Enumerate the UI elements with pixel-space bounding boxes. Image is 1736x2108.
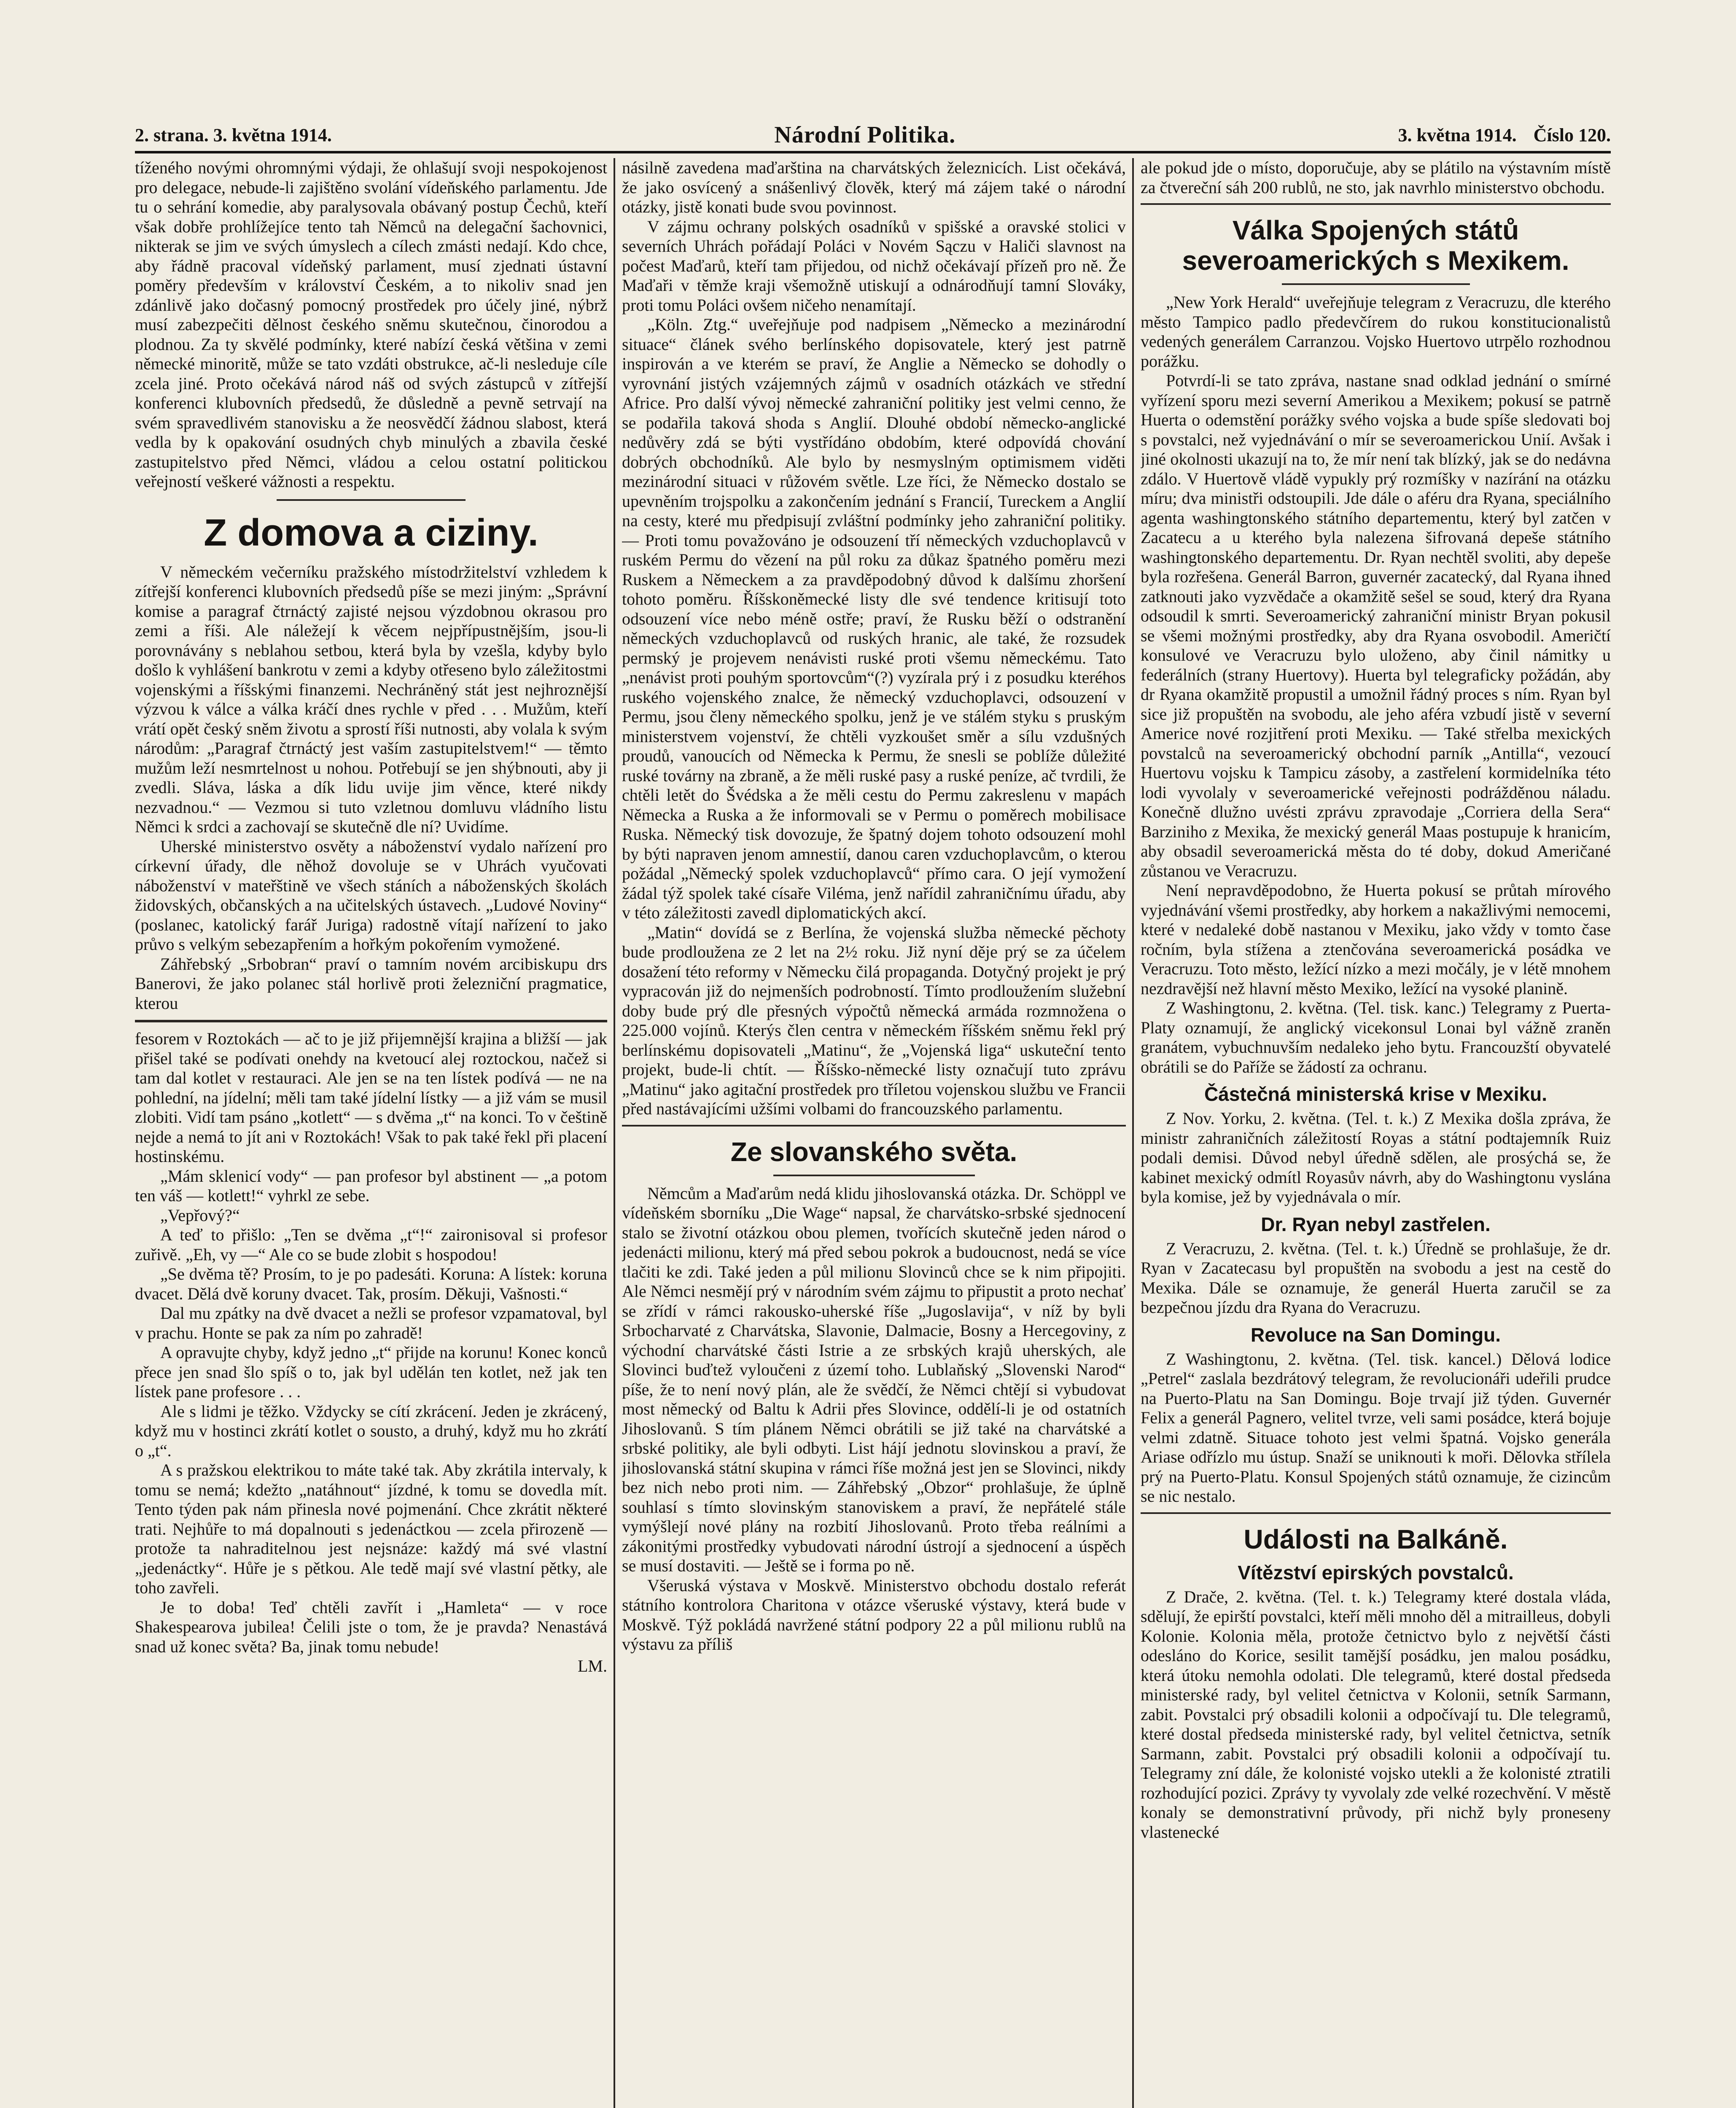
- feuilleton-paragraph: „Vepřový?“: [160, 1205, 240, 1225]
- article-paragraph: „Matin“ dovídá se z Berlína, že vojenská služba německé pěchoty bude prodloužena ze 2 let na 2½ roku. Již nyní děje prý se za účelem dosažení této reformy v Německu čilá propaganda. Dotyčný projekt je prý vypracován již do nejmenších podrobností. Tímto prodloužením služební doby bude prý dle přesných výpočtů německá armáda rozmnožena o 225.000 vojínů. Kterýs člen centra v německém říšském sněmu řekl prý berlínskému dopisovateli „Matinu“, že „Vojenská liga“ uskuteční tento projekt, bude-li chtít. — Říšsko-německé listy označují tuto zprávu „Matinu“ jako agitační prostředek pro tříletou vojenskou službu ve Francii před nastávajícími užšími volbami do francouzského parlamentu.: [622, 922, 1126, 1118]
- article-paragraph: Uherské ministerstvo osvěty a náboženství vydalo nařízení pro církevní úřady, dle něhož dovoluje se v Uhrách vyučovati náboženství v mateřštině ve všech stáních a náboženských školách židovských, občanských a na učitelských ústavech. „Ludové Noviny“ (poslanec, katolický farář Juriga) radostně vítají nařízení to jako průvo s velkým sebezapřením a hořkým pokořením vymožené.: [135, 836, 607, 954]
- article-paragraph: Všeruská výstava v Moskvě. Ministerstvo obchodu dostalo referát státního kontrolora Charitona v otázce všeruské výstavy, která bude v Moskvě. Týž pokládá navržené státní podpory 22 a půl milionu rublů na výstavu za příliš: [622, 1576, 1126, 1654]
- feuilleton-paragraph: „Mám sklenicí vody“ — pan profesor byl abstinent — „a potom ten váš — kotlett!“ vyhrkl ze sebe.: [135, 1166, 607, 1205]
- article-paragraph: násilně zavedena maďarština na charvátských železnicích. List očekává, že jako osvícený a snášenlivý člověk, který má zájem také o národní otázky, jistě konati bude svou povinnost.: [622, 158, 1126, 216]
- article-paragraph: V německém večerníku pražského místodržitelství vzhledem k zítřejší konferenci klubovních předsedů píše se mezi jiným: „Správní komise a paragraf čtrnáctý zajisté nejsou výzdobnou okrasou pro zemi a říši. Ale náležejí k věcem nejpřípustnějším, jsou-li porovnávány s neblahou setbou, která byla by vzešla, kdyby bylo došlo k vyhlášení bankrotu v zemi a kdyby otřeseno bylo záležitostmi vojenskými a říšskými finanzemi. Nechráněný stát jest nejhroznější výzvou k válce a válka kráčí dnes rychle v před . . . Mužům, kteří vrátí opět český sněm životu a sprostí říši nutnosti, aby volala k svým národům: „Paragraf čtrnáctý jest vaším zastupitelstvem!“ — těmto mužům leží nesmrtelnost u nohou. Potřebují se jen shýbnouti, aby ji zvedli. Sláva, láska a dík lidu uvije jim věnce, které nikdy nezvadnou.“ — Vezmou si tuto vzletnou domluvu vládního listu Němci k srdci a zachovají se skutečně dle ní? Uvidíme.: [135, 562, 607, 836]
- feuilleton-divider: [135, 1020, 607, 1022]
- subheading: Dr. Ryan nebyl zastřelen.: [1261, 1213, 1491, 1235]
- article-paragraph: Není nepravděpodobno, že Huerta pokusí se průtah mírového vyjednávání všemi prostředky, aby horkem a nakažlivými nemocemi, které v nedaleké době nastanou v Mexiku, jako vždy v tomto čase ročním, byla stížena a ztenčována severoamerická posádka ve Veracruzu. Toto město, ležící nízko a mezi močály, je v létě mnohem nezdravější než hlavní město Mexiko, ležící na vysoké planině.: [1141, 881, 1611, 998]
- column-divider: [614, 158, 615, 2108]
- article-paragraph: Němcům a Maďarům nedá klidu jihoslovanská otázka. Dr. Schöppl ve vídeňském sborníku „Die Wage“ napsal, že charvátsko-srbské sjednocení stalo se životní otázkou obou plemen, tvořících skutečně jeden národ o jedenácti milionu, který má před sebou pokrok a budoucnost, nedá se více tlačiti ke zdi. Také jeden a půl milionu Slovinců chce se k nim připojiti. Ale Němci nesmějí prý v národním svém zájmu to připustit a proto nechať se zřídí v rámci rakousko-uherské říše „Jugoslavija“, v níž by byli Srbocharvaté z Charvátska, Slavonie, Dalmacie, Bosny a Hercegoviny, z východní charvátské části Istrie a ze srbských krajů uherských, ale Slovinci buďtež vyloučeni z území toho. Lublaňský „Slovenski Narod“ píše, že to není nový plán, ale že svědčí, že Němci chtějí si vybudovat most německý od Baltu k Adrii přes Slovince, oddělí-li je od ostatních Jihoslovanů. S tím plánem Němci obrátili se již také na charvátské a srbské politiky, ale byli odbyti. List hájí jednotu slovinskou a praví, že jihoslovanská státní skupina v rámci říše možná jest jen se Slovinci, nikdy bez nich nebo proti nim. — Záhřebský „Obzor“ prohlašuje, že úplně souhlasí s tímto slovinským stanoviskem a praví, že nepřátelé stále vymýšlejí nové plány na rozbití Jihoslovanů. Proto třeba reálními a zákonitými prostředky vybudovati národní ústrojí a sjednocení a úspěch se musí dostaviti. — Ještě se i forma po ně.: [622, 1183, 1126, 1575]
- article-paragraph: „Köln. Ztg.“ uveřejňuje pod nadpisem „Německo a mezinárodní situace“ článek svého berlínského dopisovatele, který jest patrně inspirován a ve kterém se praví, že Anglie a Německo se dohodly o vyrovnání jistých vzájemných zájmů v osadních otázkách ve střední Africe. Pro další vývoj německé zahraniční politiky jest velmi cenno, že se podařila taková shoda s Anglií. Dlouhé období německo-anglické nedůvěry zdá se býti vystřídáno obdobím, které odpovídá chování dobrých obchodníků. Ale bylo by nesmyslným optimismem viděti mezinárodní situaci v růžovém světle. Lze říci, že Německo dostalo se upevněním trojspolku a zakončením jednání s Francií, Tureckem a Anglií na cesty, které mu předpisují zvláštní podmínky jeho zahraniční politiky. — Proti tomu považováno je odsouzení tří německých vzduchoplavců v ruském Permu do vězení na půl roku za důkaz špatného poměru mezi Ruskem a Německem a za pravděpodobný důvod k dalšímu zhoršení tohoto poměru. Říšskoněmecké listy dle své tendence kritisují toto odsouzení více nebo méně ostře; praví, že Rusku běží o odstranění německých vzduchoplavců od ruských hranic, ale také, že rozsudek permský je projevem nenávisti ruské proti všemu německému. Tato „nenávist proti pouhým sportovcům“(?) vyzírala prý i z posudku kteréhos ruského vojenského znalce, že německý vzduchoplavci, odsouzení v Permu, jsou členy německého spolku, jenž je ve stálém styku s pruským ministerstvem vojenství, že chtěli vyzkoušet směr a sílu vzdušných proudů, vanoucích od Německa k Permu, že snesli se poblíže důležité ruské továrny na zbraně, a že měli ruské pasy a ruské peníze, ač tvrdili, že chtěli letět do Švédska a že měli cestu do Permu zakreslenu v mapách Německa a Ruska a že informovali se v Permu o poměrech mobilisace Ruska. Německý tisk dovozuje, že špatný dojem tohoto odsouzení mohl by býti napraven jenom amnestií, danou caren vzduchoplavcům, o kterou požádal „Německý spolek vzduchoplavců“ přímo cara. O její vymožení žádal týž spolek také císaře Viléma, jenž nařídil zahraničnímu úřadu, aby v této záležitosti zavedl diplomatických akcí.: [622, 315, 1126, 922]
- article-paragraph: ale pokud jde o místo, doporučuje, aby se plátilo na výstavním místě za čtvereční sáh 200 rublů, ne sto, jak navrhlo ministerstvo obchodu.: [1141, 158, 1611, 197]
- column-middle: [622, 158, 1126, 2108]
- page-header: [135, 122, 1611, 148]
- column-divider: [1132, 158, 1134, 2108]
- article-paragraph: Záhřebský „Srbobran“ praví o tamním novém arcibiskupu drs Banerovi, že jako polanec stál horlivě proti železniční pragmatice, kterou: [135, 954, 607, 1013]
- article-paragraph: Z Washingtonu, 2. května. (Tel. tisk. kanc.) Telegramy z Puerta-Platy oznamují, že anglický vicekonsul Lonai byl vážně zraněn granátem, vybuchnuvším nedaleko jeho bytu. Francouzští obyvatelé obrátili se do Paříže se žádostí za ochranu.: [1141, 998, 1611, 1076]
- article-paragraph: V zájmu ochrany polských osadníků v spišské a oravské stolici v severních Uhrách pořádají Poláci v Novém Sączu v Haliči slavnost na počest Maďarů, kteří tam přijedou, od nichž očekávají přízeň pro ně. Že Maďaři v těmže kraji všemožně utiskují a odnárodňují tamní Slováky, proti tomu Poláci ovšem ničeho nenamítají.: [622, 217, 1126, 315]
- header-right: [1398, 124, 1611, 146]
- divider: [622, 1125, 1126, 1127]
- headline-balkans: Události na Balkáně.: [1243, 1524, 1508, 1554]
- divider: [1141, 203, 1611, 205]
- feuilleton-paragraph: Ale s lidmi je těžko. Vždycky se cítí zkrácení. Jeden je zkrácený, když mu v hostinci zkrátí kotlet o sousto, a druhý, když mu ho zkrátí o „t“.: [135, 1401, 607, 1460]
- divider: [1282, 283, 1470, 285]
- issue-number: Číslo 120.: [1533, 124, 1611, 145]
- author-signature: LM.: [578, 1656, 607, 1675]
- article-paragraph: Z Drače, 2. května. (Tel. t. k.) Telegramy které dostala vláda, sdělují, že epirští povstalci, kteří měli mnoho děl a mitrailleus, dobyli Kolonie. Kolonia měla, protože četnictvo bylo z největší části odesláno do Korice, sesilit tamější posádku, jen malou posádku, která útoku nemohla odolati. Dle telegramů, které dostal předseda ministerské rady, byl velitel četnictva v Kolonii, setník Sarmann, zabit. Povstalci prý obsadili kolonii a odpočívají tu. Dle telegramů, které dostal předseda ministerské rady, byl velitel četnictva, setník Sarmann, zabit. Povstalci prý obsadili kolonii a odpočívají tu. Telegramy zní dále, že kolonisté vojsko utekli a že kolonisté ztratili rozhodující pozici. Zprávy ty vyvolaly zde velké rozechvění. V městě konaly se demonstrativní průvody, při nichž byly proneseny vlastenecké: [1141, 1587, 1611, 1842]
- feuilleton-paragraph: A opravujte chyby, když jedno „t“ přijde na korunu! Konec konců přece jen snad šlo spíš o to, jak byl udělán ten kotlet, než jak ten lístek pane profesore . . .: [135, 1343, 607, 1401]
- divider: [277, 499, 466, 501]
- feuilleton-paragraph: Je to doba! Teď chtěli zavřít i „Hamleta“ — v roce Shakespearova jubilea! Čelili jste o tom, že je pravda? Nenastává snad už konec světa? Ba, jinak tomu nebude!: [135, 1597, 607, 1656]
- header-date: 3. května 1914.: [1398, 124, 1517, 145]
- column-left: [135, 158, 607, 2108]
- subheading: Revoluce na San Domingu.: [1251, 1323, 1501, 1346]
- headline-slavic-world: Ze slovanského světa.: [730, 1136, 1017, 1167]
- feuilleton-paragraph: „Se dvěma tě? Prosím, to je po padesáti. Koruna: A lístek: koruna dvacet. Dělá dvě koruny dvacet. Tak, prosím. Děkuji, Vašnosti.“: [135, 1264, 607, 1303]
- feuilleton-paragraph: fesorem v Roztokách — ač to je již přijemnější krajina a bližší — jak přišel také se podívati onehdy na kvetoucí alej roztockou, načež si tam dal kotlet v restauraci. Ale jen se na ten lístek podívá — ne na pohlední, na jídelní; měli tam také jídelní lístky — a již vám se musil zlobiti. Vidí tam psáno „kotlett“ — s dvěma „t“ na konci. To v češtině nejde a nemá to jít ani v Roztokách! Však to pak také řekl při placení hostinskému.: [135, 1029, 607, 1166]
- section-title: Z domova a ciziny.: [204, 511, 538, 554]
- subheading: Částečná ministerská krise v Mexiku.: [1204, 1083, 1548, 1105]
- article-paragraph: Z Washingtonu, 2. května. (Tel. tisk. kancel.) Dělová lodice „Petrel“ zaslala bezdrátový telegram, že revolucionáři udeřili prudce na Puerto-Platu na San Domingu. Boje trvají již týden. Guvernér Felix a generál Pagnero, velitel tvrze, veli sami posádce, která bojuje velmi zdatně. Situace tohoto jest velmi špatná. Vojsko generála Ariase odřízlo mu ústup. Snaží se uniknouti k moři. Dělovka střílela prý na Puerto-Platu. Konsul Spojených států oznamuje, že cizincům se nic nestalo.: [1141, 1349, 1611, 1506]
- divider: [773, 1175, 975, 1176]
- header-rule: [135, 151, 1611, 153]
- masthead: Národní Politika.: [774, 122, 956, 148]
- divider: [1141, 1512, 1611, 1514]
- article-paragraph: tíženého novými ohromnými výdaji, že ohlašují svoji nespokojenost pro delegace, nebude-li zajištěno svolání vídeňského parlamentu. Jde tu o sehrání komedie, aby paralysovala obávaný postup Čechů, kteří však dobře prohlížejíce tento tah Němců na delegační šachovnici, nikterak se jim ve svých úmyslech a cílech zmásti nedají. Kdo chce, aby řádně pracoval vídeňský parlament, musí zjednati ústavní poměry především v království Českém, a to nikoliv snad jen zdánlivě jako dočasný pomocný prostředek pro účely jiné, nýbrž musí zabezpečiti dělnost českého sněmu skutečnou, činorodou a plodnou. Za ty skvělé podmínky, které nabízí česká většina v zemi německé minoritě, může se tato vzdáti obstrukce, ač-li nesleduje cíle zcela jiné. Proto očekává národ náš od svých zástupců v zítřejší konferenci klubovních předsedů, že důsledně a pevně setrvají na svém spravedlivém stanovisku a že neosvědčí žádnou slabost, která vedla by k opakování osudných chyb minulých a zbavila české zastupitelstvo před Němci, vládou a celou ostatní politickou veřejností veškeré vážnosti a respektu.: [135, 158, 607, 491]
- page-number-date: 2. strana. 3. května 1914.: [135, 124, 332, 145]
- column-right: [1141, 158, 1611, 2108]
- article-paragraph: „New York Herald“ uveřejňuje telegram z Veracruzu, dle kterého město Tampico padlo předevčírem do rukou konstitucionalistů vedených generálem Carranzou. Vojsko Huertovo utrpělo rozhodnou porážku.: [1141, 293, 1611, 371]
- feuilleton-paragraph: A teď to přišlo: „Ten se dvěma „t“!“ zaironisoval si profesor zuřivě. „Eh, vy —“ Ale co se bude zlobit s hospodou!: [135, 1225, 607, 1264]
- headline-us-mexico-war: Válka Spojených států severoamerických s Mexikem.: [1182, 215, 1569, 276]
- feuilleton-paragraph: Dal mu zpátky na dvě dvacet a nežli se profesor vzpamatoval, byl v prachu. Honte se pak za ním po zahradě!: [135, 1304, 607, 1342]
- article-paragraph: Z Nov. Yorku, 2. května. (Tel. t. k.) Z Mexika došla zpráva, že ministr zahraničních záležitostí Royas a státní podtajemník Ruiz podali demisi. Důvod nebyl úředně sdělen, ale prosýchá se, že kabinet mexický odmítl Royasův návrh, aby do Washingtonu vyslána byla komise, jež by vyjednávala o mír.: [1141, 1109, 1611, 1206]
- subheading: Vítězství epirských povstalců.: [1238, 1561, 1514, 1584]
- article-paragraph: Potvrdí-li se tato zpráva, nastane snad odklad jednání o smírné vyřízení sporu mezi severní Amerikou a Mexikem; pokusí se patrně Huerta o odemstění porážky svého vojska a bude spíše sledovati boj s povstalci, než vyjednávání o mír se severoamerickou Unií. Avšak i jiné okolnosti ukazují na to, že mír není tak blízký, jak se do nedávna zdálo. V Huertově vládě vypukly prý rozmíšky v nazírání na otázku míru; dva ministři odstoupili. Jde dále o aféru dra Ryana, speciálního agenta washingtonského státního departementu, který byl zatčen v Zacatecu a u kterého byla nalezena šifrovaná depeše státního washingtonského departementu. Dr. Ryan nechtěl svoliti, aby depeše byla rozřešena. Generál Barron, guvernér zacatecký, dal Ryana ihned zatknouti jako vyzvědače a okamžitě sešel se soud, který dra Ryana odsoudil k smrti. Severoamerický zahraniční ministr Bryan pokusil se všemi možnými prostředky, aby dra Ryana osvobodil. Američtí konsulové ve Veracruzu bylo uloženo, aby činil námitky u federálních (strany Huertovy). Huerta byl telegraficky požádán, aby dr Ryana okamžitě propustil a umožnil řádný proces s ním. Ryan byl sice již propuštěn na svobodu, ale jeho aféra vzbudí jistě v severní Americe nové rozjitření proti Mexiku. — Také střelba mexických povstalců na severoamerický obchodní parník „Antilla“, vezoucí Huertovu vojsku k Tampicu zásoby, a zastřelení kormidelníka této lodi vyvolaly v severoamerické veřejnosti podrážděnou náladu. Konečně dlužno uvésti zprávu zpravodaje „Corriera della Sera“ Barziniho z Mexika, že mexický generál Maas postupuje k hranicím, aby obsadil severoamerická města do té doby, dokud Američané zůstanou ve Veracruzu.: [1141, 371, 1611, 880]
- article-paragraph: Z Veracruzu, 2. května. (Tel. t. k.) Úředně se prohlašuje, že dr. Ryan v Zacatecasu byl propuštěn na svobodu a jest na cestě do Mexika. Dále se oznamuje, že generál Huerta zaručil se za bezpečnou jízdu dra Ryana do Veracruzu.: [1141, 1239, 1611, 1317]
- feuilleton-paragraph: A s pražskou elektrikou to máte také tak. Aby zkrátila intervaly, k tomu se nemá; kdežto „natáhnout“ jízdné, k tomu se dovedla mít. Tento týden pak nám přinesla nové pojmenání. Chce zkrátit některé trati. Nejhůře to má dopalnouti s jedenáctkou — zcela přirozeně — protože ta nahraditelnou jest nejsnáze: každý má své vlastní „jedenáctky“. Hůře je s pětkou. Ale tedě mají své vlastní pětky, ale toho zavřeli.: [135, 1460, 607, 1597]
